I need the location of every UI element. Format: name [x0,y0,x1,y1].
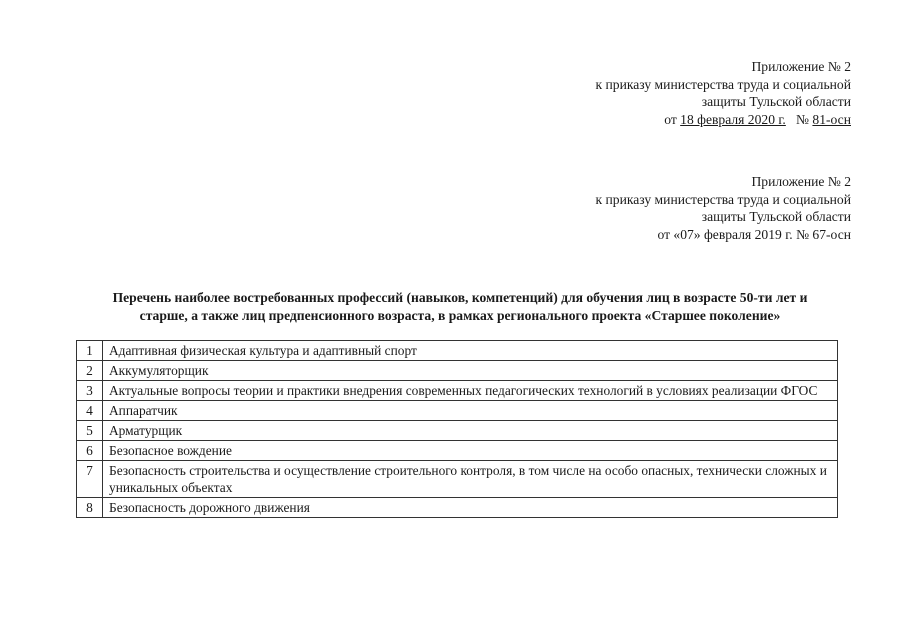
appendix-date-line: от «07» февраля 2019 г. № 67-осн [657,226,851,242]
profession-name: Адаптивная физическая культура и адаптивный спорт [103,341,838,361]
profession-name: Безопасное вождение [103,441,838,461]
table-row [77,441,838,461]
table-row [77,421,838,441]
date-prefix: от [664,111,681,127]
appendix-date-line [596,111,852,129]
row-number: 6 [77,441,103,461]
appendix-header-current [596,58,852,128]
title-line-2: старше, а также лиц предпенсионного возраста, в рамках регионального проекта «Старшее поколение» [139,308,781,323]
order-number: 81-осн [812,111,851,127]
table-row [77,341,838,361]
appendix-order-ref: к приказу министерства труда и социальной [595,76,851,92]
title-line-1: Перечень наиболее востребованных профессий (навыков, компетенций) для обучения лиц в возрасте 50-ти лет и [112,290,808,305]
number-prefix: № [796,111,813,127]
table-row [77,361,838,381]
table-row [77,381,838,401]
appendix-label: Приложение № 2 [751,174,851,189]
profession-name: Безопасность строительства и осуществление строительного контроля, в том числе на особо опасных, технически сложных и уникальных объектах [103,461,838,498]
row-number: 8 [77,498,103,518]
row-number: 3 [77,381,103,401]
profession-name: Аккумуляторщик [103,361,838,381]
appendix-ministry: защиты Тульской области [701,94,851,109]
appendix-header-original [596,173,852,243]
profession-name: Аппаратчик [103,401,838,421]
row-number: 2 [77,361,103,381]
profession-name: Безопасность дорожного движения [103,498,838,518]
row-number: 1 [77,341,103,361]
row-number: 4 [77,401,103,421]
professions-table [76,340,838,518]
row-number: 7 [77,461,103,498]
appendix-order-ref: к приказу министерства труда и социальной [595,191,851,207]
order-date: 18 февраля 2020 г. [680,111,786,127]
appendix-ministry: защиты Тульской области [701,209,851,224]
document-title [60,289,860,325]
appendix-label: Приложение № 2 [751,59,851,74]
table-row [77,498,838,518]
profession-name: Актуальные вопросы теории и практики внедрения современных педагогических технологий в условиях реализации ФГОС [103,381,838,401]
table-row [77,461,838,498]
profession-name: Арматурщик [103,421,838,441]
row-number: 5 [77,421,103,441]
table-row [77,401,838,421]
